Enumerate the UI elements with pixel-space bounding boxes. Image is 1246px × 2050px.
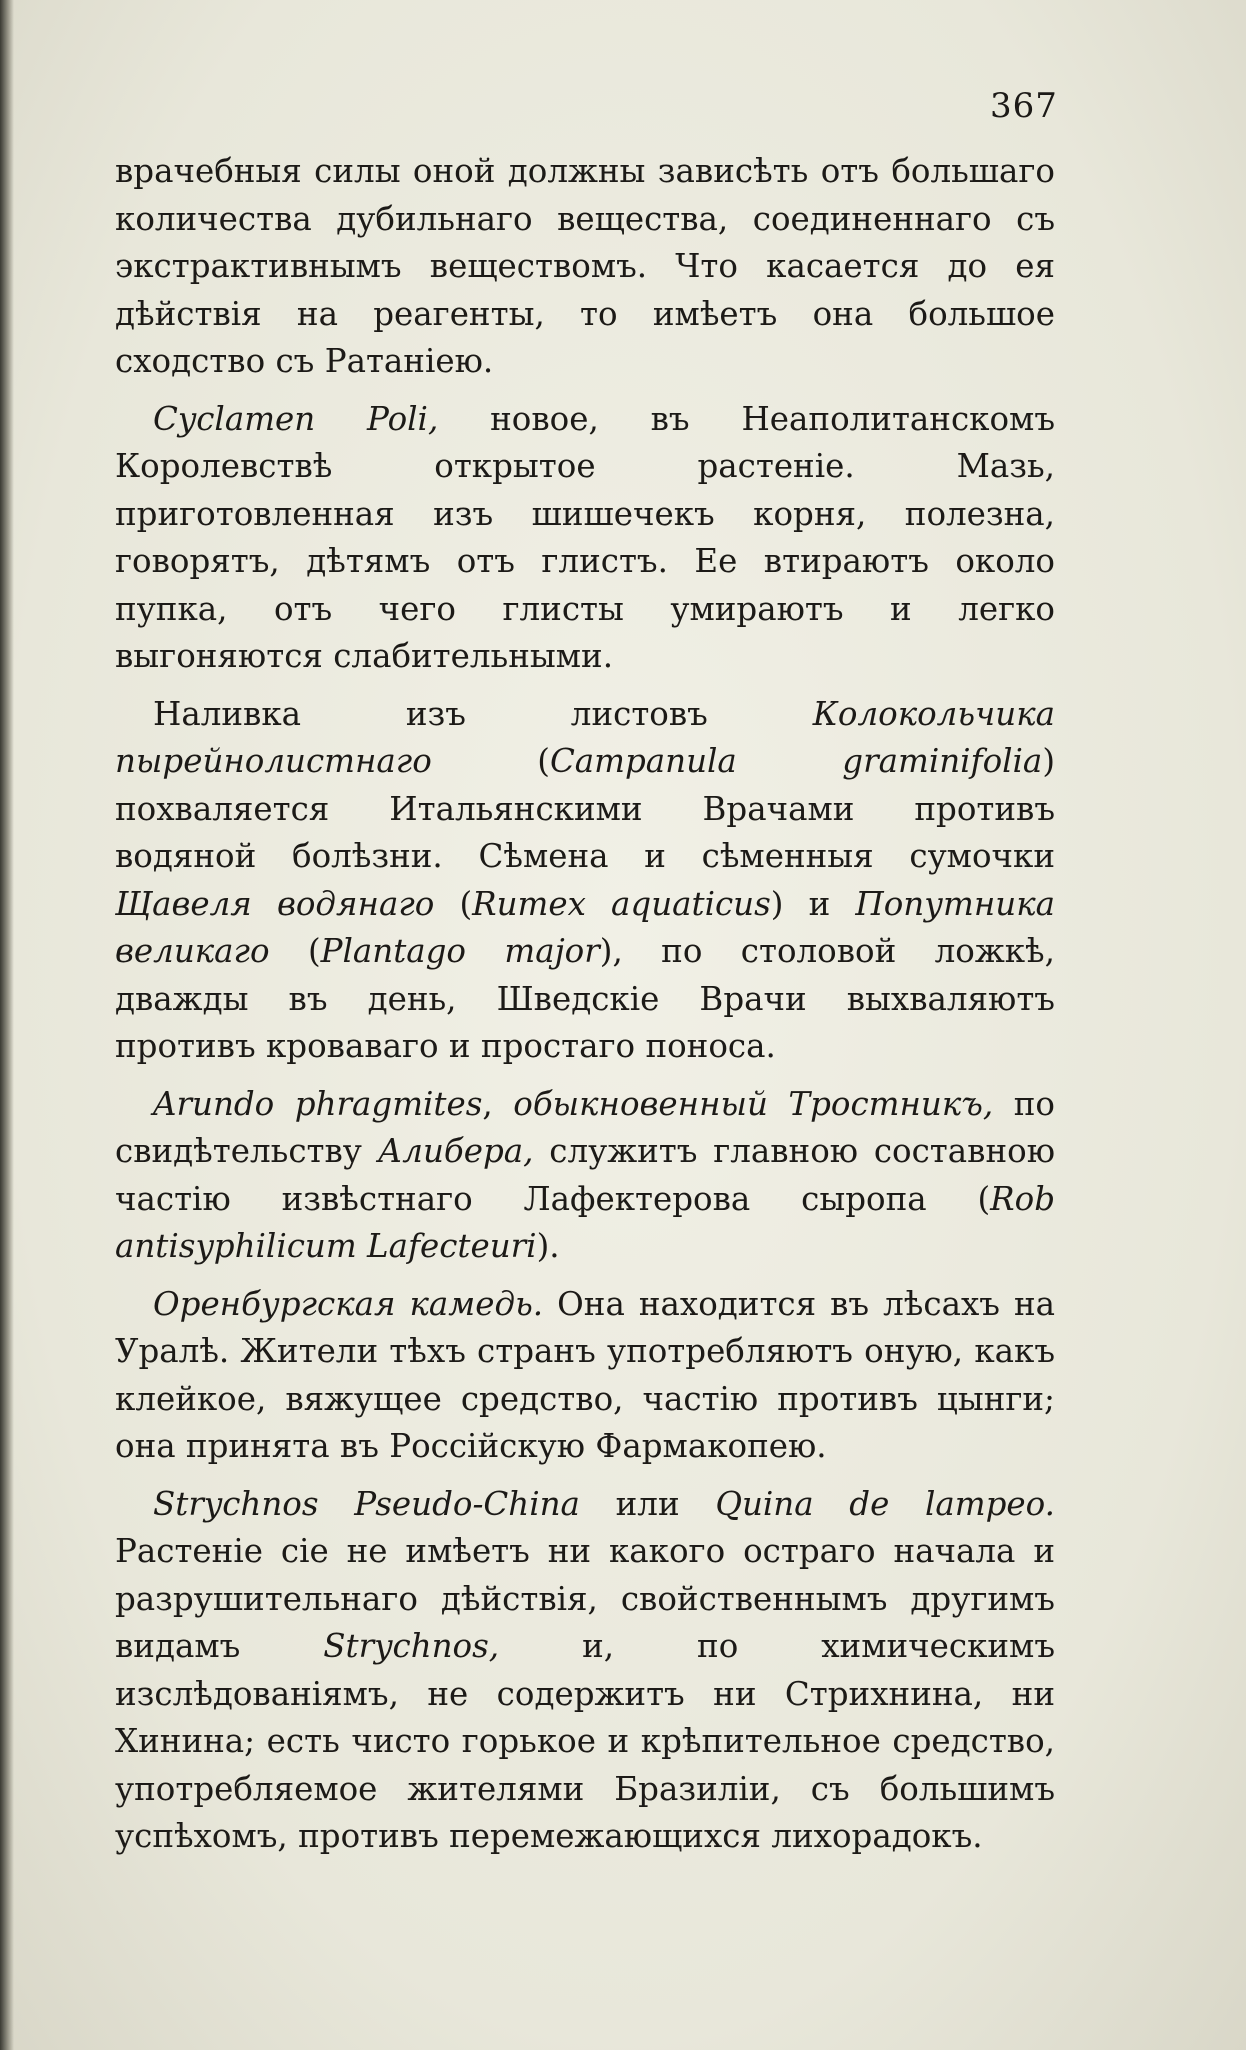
paragraph-p1 [115,148,1055,386]
text-run: или [579,1484,716,1523]
italic-term: Quina de lampeo. [715,1484,1055,1523]
paragraph-p6 [115,1481,1055,1861]
italic-term: Campanula graminifolia [549,742,1043,780]
text-run: Наливка изъ листовъ [153,694,813,733]
text-run: и, по химическимъ изслѣдованіямъ, не содержитъ ни Стрихнина, ни Хинина; есть чисто горькое и крѣпительное средство, употребляемое жителями Бразиліи, съ большимъ успѣхомъ, противъ перемежающихся лихорадокъ. [115,1627,1056,1855]
text-run: служитъ главною составною частію извѣстнаго Лафектерова сыропа ( [115,1132,1055,1218]
italic-term: Cyclamen Poli, [153,399,439,438]
text-run: ). [536,1227,560,1265]
italic-term: Strychnos Pseudo-China [153,1484,580,1523]
text-run: ) и [770,884,856,923]
italic-term: Strychnos, [323,1627,500,1665]
text-run: новое, въ Неаполитанскомъ Королевствѣ открытое растеніе. Мазь, приготовленная изъ шишечекъ корня, полезна, говорятъ, дѣтямъ отъ глистъ. Ее втираютъ около пупка, отъ чего глисты умираютъ и легко выгоняются слабительными. [115,399,1056,675]
text-run: ) похваляется Итальянскими Врачами противъ водяной болѣзни. Сѣмена и сѣменныя сумочки [115,742,1055,875]
italic-term: Алибера, [377,1132,534,1170]
text-run: ( [431,742,550,780]
text-run: Она находится въ лѣсахъ на Уралѣ. Жители тѣхъ странъ употребляютъ оную, какъ клейкое, вяжущее средство, частію противъ цынги; она принята въ Россійскую Фармакопею. [115,1284,1056,1465]
body-text [115,148,1055,1871]
italic-term: Оренбургская камедь. [153,1284,544,1323]
italic-term: Попутника великаго [115,884,1055,970]
text-run: , [482,1084,514,1123]
italic-term: Plantago major [320,932,600,970]
text-run: Растеніе сіе не имѣетъ ни какого остраго начала и разрушительнаго дѣйствія, свойственнымъ другимъ видамъ [115,1532,1055,1665]
italic-term: Rumex aquaticus [472,884,771,923]
text-run: ( [269,932,321,970]
paragraph-p3 [115,691,1055,1071]
paragraph-p2 [115,396,1055,681]
italic-term: Щавеля водянаго [115,884,435,923]
page-edge-shadow [0,0,14,2050]
text-run: по свидѣтельству [115,1084,1055,1170]
page-number: 367 [990,86,1058,126]
text-run: ), по столовой ложкѣ, дважды въ день, Шведскіе Врачи выхваляютъ противъ кроваваго и простаго поноса. [115,932,1055,1065]
text-run: ( [434,884,473,923]
italic-term: Колокольчика пырейнолистнаго [115,694,1055,780]
italic-term: Arundo phragmites [153,1084,483,1123]
text-run: врачебныя силы оной должны зависѣть отъ большаго количества дубильнаго вещества, соединеннаго съ экстрактивнымъ веществомъ. Что касается до ея дѣйствія на реагенты, то имѣетъ она большое сходство съ Ратаніею. [115,152,1055,380]
paragraph-p4 [115,1081,1055,1271]
italic-term: Rob antisyphilicum Lafecteuri [115,1179,1055,1265]
paragraph-p5 [115,1281,1055,1471]
italic-term: обыкновенный Тростникъ, [513,1084,994,1123]
